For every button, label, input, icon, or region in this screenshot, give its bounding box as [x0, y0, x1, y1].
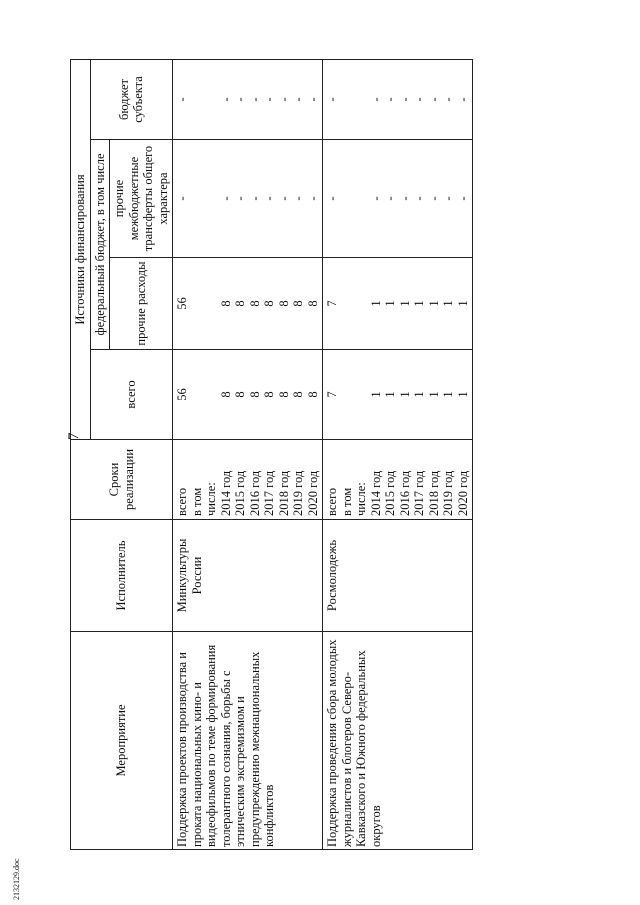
other-expenses-cell-line: 1 — [426, 300, 441, 307]
other-expenses-cell-line: 8 — [276, 300, 291, 307]
financing-table-sheet — [70, 60, 590, 850]
subject-budget-cell-line: - — [412, 97, 426, 102]
subject-budget-cell-line: - — [262, 97, 276, 102]
term-cell-line: в том — [339, 487, 354, 516]
header-federal: федеральный бюджет, в том числе — [90, 140, 110, 350]
subject-budget-cell-line: - — [441, 97, 455, 102]
subject-budget-cell — [173, 59, 323, 139]
term-cell — [323, 440, 473, 520]
other-expenses-cell-line: 8 — [218, 300, 233, 307]
term-cell-line: 2017 год — [412, 470, 426, 516]
subject-budget-cell-line: - — [383, 97, 397, 102]
subject-budget-cell-line: - — [291, 97, 305, 102]
transfers-cell — [173, 140, 323, 258]
total-cell — [323, 350, 473, 440]
total-cell — [173, 350, 323, 440]
header-executor: Исполнитель — [71, 520, 173, 632]
transfers-cell — [323, 140, 473, 258]
subject-budget-cell — [323, 59, 473, 139]
term-cell-line: всего — [325, 487, 339, 516]
total-cell-line — [190, 353, 205, 436]
total-cell-line: 7 — [325, 391, 339, 398]
subject-budget-cell-line: - — [368, 97, 383, 102]
executor-cell: Росмолодежь — [323, 520, 473, 632]
total-cell-line: 8 — [233, 391, 247, 398]
transfers-cell-line: - — [291, 196, 305, 201]
header-term: Сроки реализации — [71, 440, 173, 520]
total-cell-line: 1 — [426, 391, 441, 398]
total-cell-line: 8 — [247, 391, 262, 398]
term-cell-line: 2019 год — [291, 470, 305, 516]
term-cell-line: 2016 год — [397, 470, 412, 516]
subject-budget-cell-line — [190, 63, 205, 136]
subject-budget-cell-line: - — [233, 97, 247, 102]
total-cell-line — [340, 353, 355, 436]
term-cell-line: 2020 год — [305, 470, 320, 516]
total-cell-line: 56 — [175, 388, 189, 401]
term-cell-line: 2016 год — [247, 470, 262, 516]
executor-cell: Минкультуры России — [173, 520, 323, 632]
total-cell-line: 8 — [276, 391, 291, 398]
header-transfers: прочие межбюджетные трансферты общего характера — [110, 140, 173, 258]
subject-budget-cell-line: - — [276, 97, 291, 102]
transfers-cell-line: - — [305, 196, 320, 201]
term-cell-line: 2018 год — [426, 470, 441, 516]
term-cell-line: 2020 год — [455, 470, 470, 516]
other-expenses-cell-line: 1 — [383, 300, 397, 307]
financing-table — [70, 59, 473, 850]
other-expenses-cell-line: 8 — [305, 300, 320, 307]
other-expenses-cell-line: 8 — [247, 300, 262, 307]
transfers-cell-line: - — [175, 196, 189, 201]
other-expenses-cell-line — [340, 261, 355, 346]
term-cell-line: 2018 год — [276, 470, 291, 516]
other-expenses-cell-line: 1 — [441, 300, 455, 307]
term-cell-line: 2019 год — [441, 470, 455, 516]
term-cell — [173, 440, 323, 520]
subject-budget-cell-line: - — [175, 97, 189, 102]
subject-budget-cell-line — [204, 63, 219, 136]
header-measure: Мероприятие — [71, 632, 173, 850]
term-cell-line: 2017 год — [262, 470, 276, 516]
total-cell-line: 8 — [262, 391, 276, 398]
term-cell-line: всего — [175, 487, 189, 516]
transfers-cell-line: - — [455, 196, 470, 201]
term-cell-line: 2015 год — [233, 470, 247, 516]
term-cell-line: 2015 год — [383, 470, 397, 516]
total-cell-line: 8 — [218, 391, 233, 398]
other-expenses-cell-line — [190, 261, 205, 346]
term-cell-line: числе: — [204, 482, 218, 516]
subject-budget-cell-line: - — [325, 97, 339, 102]
other-expenses-cell-line: 8 — [291, 300, 305, 307]
subject-budget-cell-line: - — [218, 97, 233, 102]
measure-cell: Поддержка проектов производства и проката национальных кино- и видеофильмов по теме формирования толерантного сознания, борьбы с этническим экстремизмом и предупреждению межнациональных конфликтов — [173, 632, 323, 850]
transfers-cell-line: - — [233, 196, 247, 201]
subject-budget-cell-line — [340, 63, 355, 136]
total-cell-line: 1 — [397, 391, 412, 398]
other-expenses-cell — [323, 258, 473, 350]
table-row — [173, 59, 323, 849]
table-row — [323, 59, 473, 849]
transfers-cell-line: - — [412, 196, 426, 201]
footer-code: 2132129.doc — [12, 858, 21, 900]
transfers-cell-line — [354, 143, 369, 254]
transfers-cell-line — [190, 143, 205, 254]
other-expenses-cell-line: 8 — [233, 300, 247, 307]
transfers-cell-line: - — [368, 196, 383, 201]
header-sources: Источники финансирования — [71, 59, 91, 439]
total-cell-line: 1 — [368, 391, 383, 398]
subject-budget-cell-line — [354, 63, 369, 136]
header-subject-budget: бюджет субъекта — [90, 59, 173, 139]
total-cell-line: 1 — [383, 391, 397, 398]
subject-budget-cell-line: - — [247, 97, 262, 102]
total-cell-line — [204, 353, 219, 436]
other-expenses-cell-line: 1 — [397, 300, 412, 307]
other-expenses-cell-line: 1 — [368, 300, 383, 307]
term-cell-line: 2014 год — [218, 470, 233, 516]
subject-budget-cell-line: - — [397, 97, 412, 102]
transfers-cell-line: - — [325, 196, 339, 201]
total-cell-line: 1 — [412, 391, 426, 398]
other-expenses-cell-line: 1 — [455, 300, 470, 307]
transfers-cell-line: - — [383, 196, 397, 201]
total-cell-line: 1 — [455, 391, 470, 398]
other-expenses-cell-line: 56 — [175, 297, 189, 310]
term-cell-line: 2014 год — [368, 470, 383, 516]
transfers-cell-line: - — [397, 196, 412, 201]
transfers-cell-line: - — [218, 196, 233, 201]
transfers-cell-line — [340, 143, 355, 254]
term-cell-line: в том — [189, 487, 204, 516]
transfers-cell-line: - — [262, 196, 276, 201]
transfers-cell-line: - — [247, 196, 262, 201]
other-expenses-cell-line — [354, 261, 369, 346]
transfers-cell-line: - — [426, 196, 441, 201]
transfers-cell-line — [204, 143, 219, 254]
other-expenses-cell-line: 7 — [325, 300, 339, 307]
subject-budget-cell-line: - — [305, 97, 320, 102]
measure-cell: Поддержка проведения сбора молодых журналистов и блогеров Северо-Кавказского и Южного федеральных округов — [323, 632, 473, 850]
table-body — [173, 59, 473, 849]
term-cell-line: числе: — [354, 482, 368, 516]
total-cell-line — [354, 353, 369, 436]
page-number: 7 — [66, 432, 82, 440]
header-total: всего — [90, 350, 173, 440]
other-expenses-cell — [173, 258, 323, 350]
total-cell-line: 1 — [441, 391, 455, 398]
other-expenses-cell-line — [204, 261, 219, 346]
total-cell-line: 8 — [305, 391, 320, 398]
subject-budget-cell-line: - — [455, 97, 470, 102]
header-other-expenses: прочие расходы — [110, 258, 173, 350]
subject-budget-cell-line: - — [426, 97, 441, 102]
other-expenses-cell-line: 8 — [262, 300, 276, 307]
transfers-cell-line: - — [441, 196, 455, 201]
other-expenses-cell-line: 1 — [412, 300, 426, 307]
transfers-cell-line: - — [276, 196, 291, 201]
total-cell-line: 8 — [291, 391, 305, 398]
